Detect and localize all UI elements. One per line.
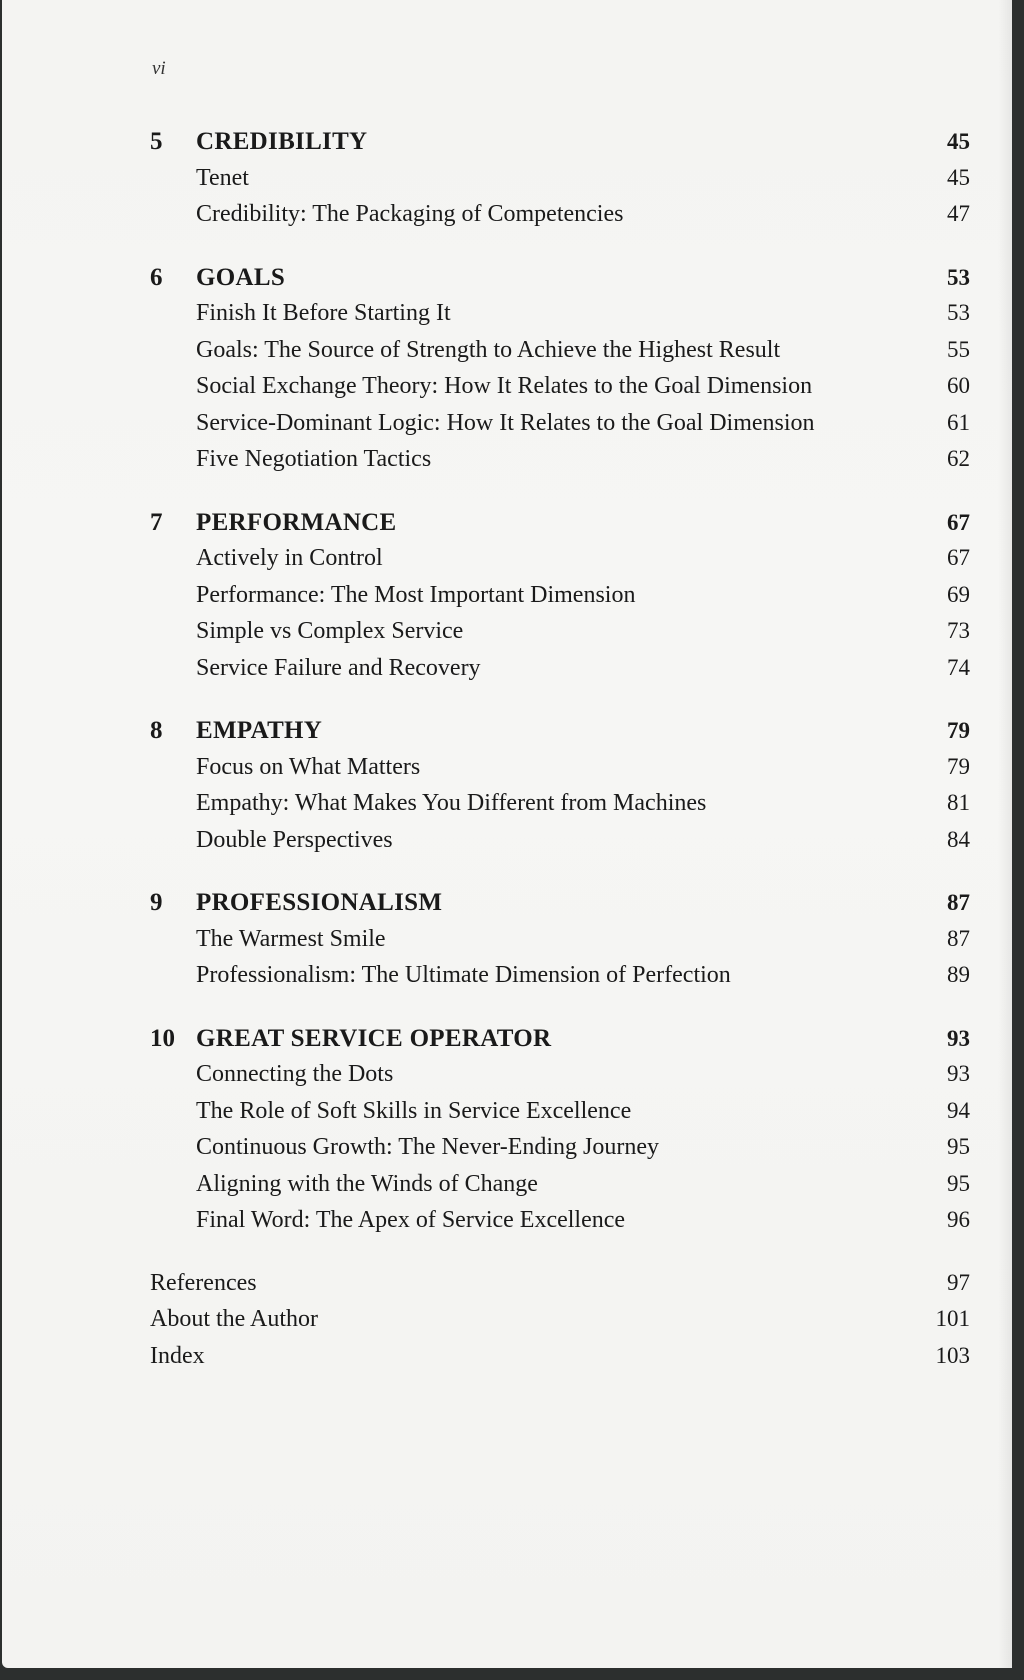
section-row	[150, 962, 970, 999]
chapter-entry	[150, 128, 970, 238]
section-row	[150, 373, 970, 410]
section-page-number: 73	[947, 618, 970, 643]
section-title: The Role of Soft Skills in Service Excellence	[196, 1097, 632, 1124]
section-page-number: 94	[947, 1097, 970, 1123]
chapter-title: GREAT SERVICE OPERATOR	[196, 1024, 552, 1052]
back-matter-page-number: 101	[935, 1306, 970, 1331]
running-head-page-number: vi	[152, 58, 166, 79]
chapter-heading-row	[150, 264, 970, 301]
section-row	[150, 790, 970, 827]
section-title: Service Failure and Recovery	[196, 654, 481, 681]
section-row	[150, 926, 970, 963]
section-row	[150, 201, 970, 238]
section-row	[150, 655, 970, 692]
chapter-number: 5	[150, 128, 163, 155]
section-row	[150, 618, 970, 655]
section-row	[150, 545, 970, 582]
section-page-number: 96	[947, 1207, 970, 1232]
section-title: Goals: The Source of Strength to Achieve the Highest Result	[196, 336, 781, 363]
section-page-number: 81	[947, 790, 970, 815]
section-title: Service-Dominant Logic: How It Relates to the Goal Dimension	[196, 409, 815, 436]
section-row	[150, 1098, 970, 1135]
section-title: Tenet	[196, 164, 249, 191]
section-page-number: 61	[947, 409, 970, 435]
book-page	[2, 0, 1012, 1668]
chapter-number: 10	[150, 1024, 175, 1052]
section-row	[150, 1171, 970, 1208]
chapter-heading-row	[150, 1025, 970, 1062]
section-page-number: 67	[947, 545, 970, 570]
section-title: Credibility: The Packaging of Competencies	[196, 201, 624, 227]
chapter-heading-row	[150, 509, 970, 546]
chapter-page-number: 53	[947, 264, 970, 290]
section-row	[150, 582, 970, 619]
section-page-number: 87	[947, 925, 970, 951]
back-matter-title: About the Author	[150, 1306, 318, 1332]
chapter-number: 8	[150, 717, 163, 744]
chapter-entry	[150, 889, 970, 999]
chapter-title: GOALS	[196, 263, 286, 291]
section-title: Professionalism: The Ultimate Dimension of Perfection	[196, 962, 731, 988]
section-title: Finish It Before Starting It	[196, 300, 451, 326]
section-title: Aligning with the Winds of Change	[196, 1170, 538, 1197]
chapter-heading-row	[150, 717, 970, 754]
section-row	[150, 410, 970, 447]
section-title: Actively in Control	[196, 545, 383, 571]
back-matter-row	[150, 1270, 970, 1307]
table-of-contents	[150, 128, 970, 1379]
section-page-number: 47	[947, 201, 970, 226]
back-matter-page-number: 103	[935, 1342, 970, 1368]
chapter-title: EMPATHY	[196, 717, 323, 744]
section-row	[150, 1061, 970, 1098]
section-row	[150, 300, 970, 337]
chapter-number: 6	[150, 263, 163, 291]
section-title: Performance: The Most Important Dimension	[196, 581, 636, 608]
chapter-list	[150, 128, 970, 1244]
section-page-number: 53	[947, 300, 970, 325]
chapter-number: 7	[150, 508, 163, 536]
back-matter-row	[150, 1343, 970, 1380]
section-title: Simple vs Complex Service	[196, 618, 464, 644]
section-title: Connecting the Dots	[196, 1061, 394, 1087]
chapter-heading-row	[150, 128, 970, 165]
chapter-page-number: 79	[947, 718, 970, 743]
back-matter-title: Index	[150, 1342, 205, 1369]
section-row	[150, 827, 970, 864]
section-title: The Warmest Smile	[196, 925, 386, 952]
section-title: Social Exchange Theory: How It Relates to the Goal Dimension	[196, 373, 813, 399]
chapter-page-number: 93	[947, 1025, 970, 1051]
section-page-number: 79	[947, 753, 970, 779]
chapter-page-number: 45	[947, 129, 970, 154]
section-page-number: 45	[947, 164, 970, 190]
section-title: Double Perspectives	[196, 826, 393, 853]
section-title: Focus on What Matters	[196, 753, 421, 780]
chapter-entry	[150, 1025, 970, 1244]
page-edge-shadow	[998, 0, 1012, 1668]
section-page-number: 74	[947, 654, 970, 680]
section-page-number: 62	[947, 446, 970, 471]
chapter-entry	[150, 717, 970, 863]
section-row	[150, 1134, 970, 1171]
chapter-title: PROFESSIONALISM	[196, 889, 443, 916]
section-page-number: 95	[947, 1134, 970, 1159]
back-matter-title: References	[150, 1269, 257, 1296]
back-matter-list	[150, 1270, 970, 1380]
chapter-title: CREDIBILITY	[196, 128, 368, 155]
section-page-number: 84	[947, 826, 970, 852]
section-row	[150, 754, 970, 791]
chapter-number: 9	[150, 889, 163, 916]
section-title: Final Word: The Apex of Service Excellence	[196, 1207, 626, 1233]
section-row	[150, 1207, 970, 1244]
section-page-number: 55	[947, 336, 970, 362]
chapter-entry	[150, 264, 970, 483]
back-matter-page-number: 97	[947, 1269, 970, 1295]
section-page-number: 93	[947, 1061, 970, 1086]
chapter-heading-row	[150, 889, 970, 926]
section-page-number: 95	[947, 1170, 970, 1196]
section-title: Continuous Growth: The Never-Ending Journey	[196, 1134, 660, 1160]
section-title: Empathy: What Makes You Different from Machines	[196, 790, 707, 816]
back-matter-row	[150, 1306, 970, 1343]
section-page-number: 60	[947, 373, 970, 398]
chapter-page-number: 67	[947, 509, 970, 535]
section-page-number: 69	[947, 581, 970, 607]
section-row	[150, 446, 970, 483]
section-row	[150, 165, 970, 202]
section-page-number: 89	[947, 962, 970, 987]
chapter-page-number: 87	[947, 890, 970, 915]
chapter-entry	[150, 509, 970, 692]
section-title: Five Negotiation Tactics	[196, 446, 432, 472]
section-row	[150, 337, 970, 374]
chapter-title: PERFORMANCE	[196, 508, 397, 536]
